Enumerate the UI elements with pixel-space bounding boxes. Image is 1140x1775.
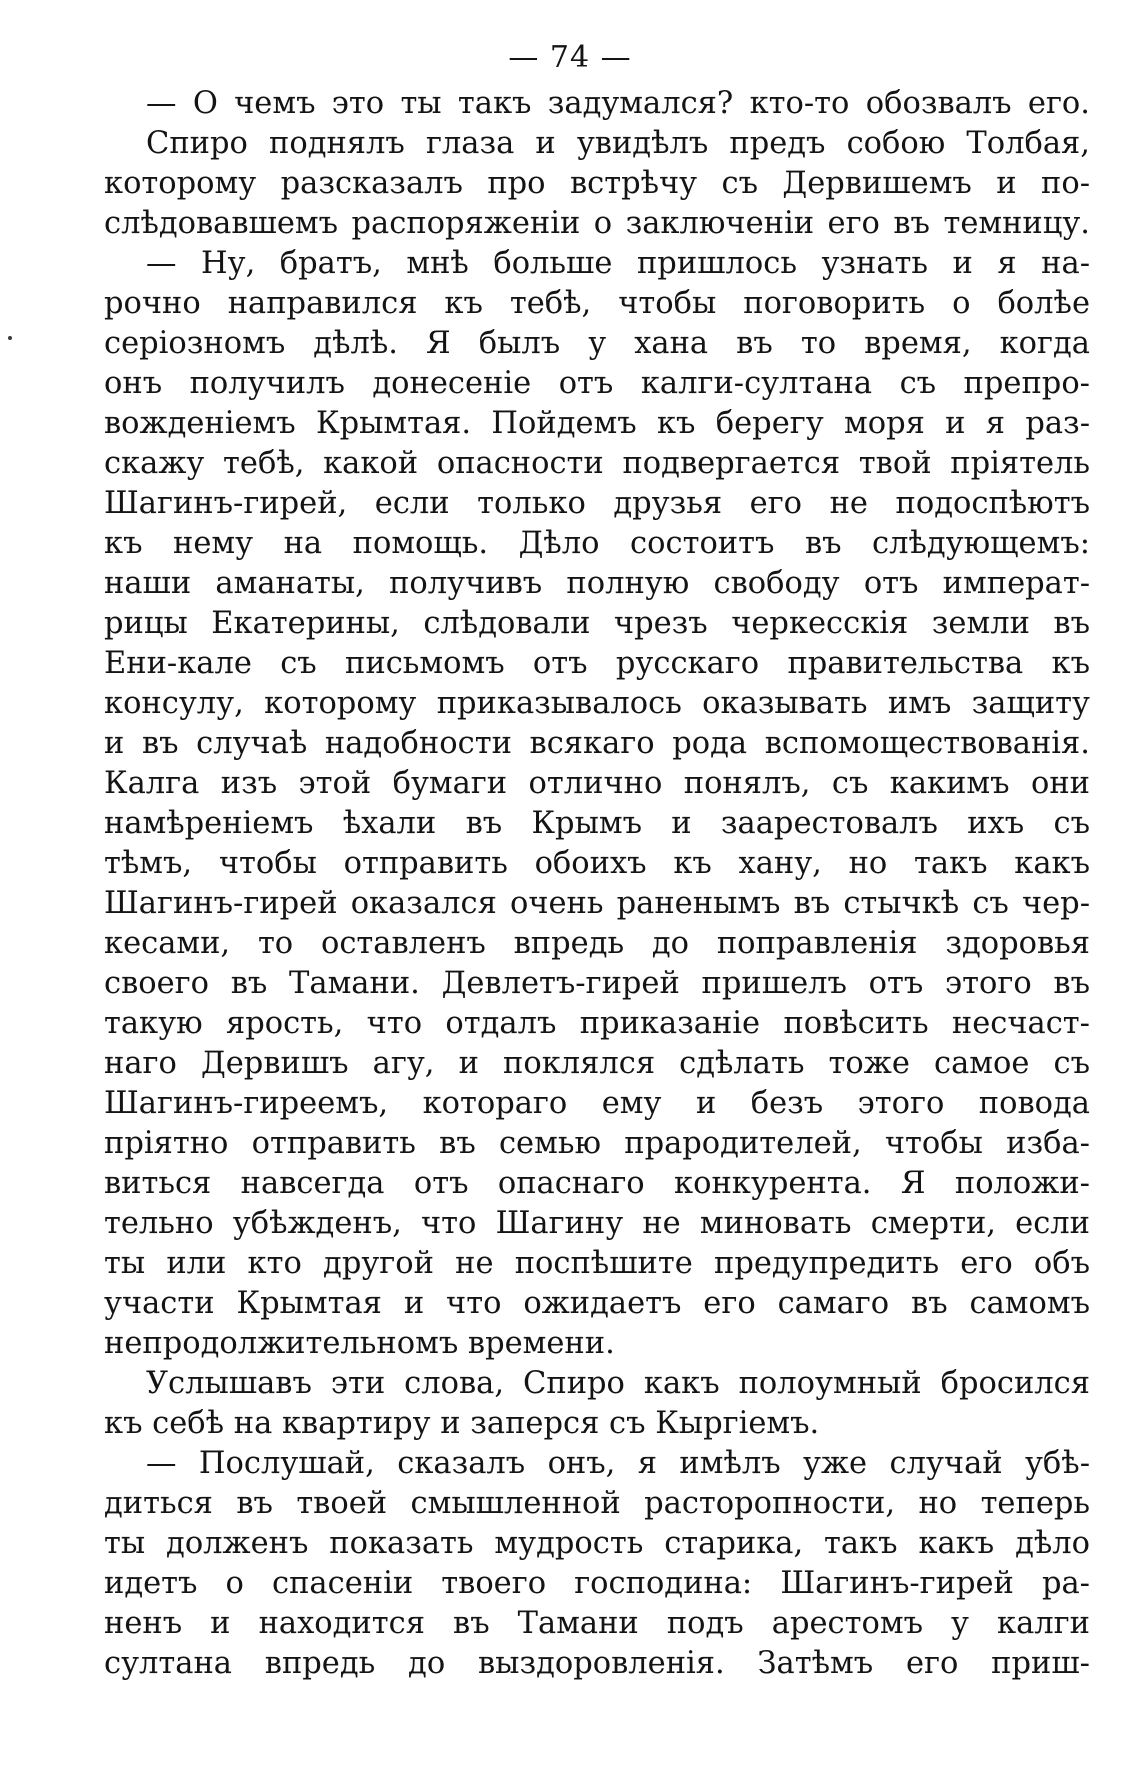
text-line: идетъ о спасеніи твоего господина: Шагинъ-гирей ра- bbox=[104, 1566, 1090, 1601]
text-line: султана впредь до выздоровленія. Затѣмъ его приш- bbox=[104, 1646, 1090, 1681]
page-body-text bbox=[104, 84, 1090, 1684]
text-line: непродолжительномъ времени. bbox=[104, 1326, 615, 1361]
text-line: — Ну, братъ, мнѣ больше пришлось узнать и я на- bbox=[146, 246, 1090, 281]
text-line: рочно направился къ тебѣ, чтобы поговорить о болѣе bbox=[104, 286, 1090, 321]
text-line: къ себѣ на квартиру и заперся съ Кыргіемъ. bbox=[104, 1406, 820, 1441]
text-line: Шагинъ-гиреемъ, котораго ему и безъ этого повода bbox=[104, 1086, 1090, 1121]
text-line: ненъ и находится въ Тамани подъ арестомъ у калги bbox=[104, 1606, 1090, 1641]
text-line: вожденіемъ Крымтая. Пойдемъ къ берегу моря и я раз- bbox=[104, 406, 1090, 441]
text-line: участи Крымтая и что ожидаетъ его самаго въ самомъ bbox=[104, 1286, 1090, 1321]
text-line: скажу тебѣ, какой опасности подвергается твой пріятель bbox=[104, 446, 1090, 481]
text-line: намѣреніемъ ѣхали въ Крымъ и заарестовалъ ихъ съ bbox=[104, 806, 1090, 841]
text-line: кесами, то оставленъ впредь до поправленія здоровья bbox=[104, 926, 1090, 961]
text-line: наши аманаты, получивъ полную свободу отъ императ- bbox=[104, 566, 1090, 601]
text-line: Спиро поднялъ глаза и увидѣлъ предъ собою Толбая, bbox=[146, 126, 1090, 161]
text-line: Услышавъ эти слова, Спиро какъ полоумный бросился bbox=[146, 1366, 1090, 1401]
text-line: пріятно отправить въ семью прародителей, чтобы изба- bbox=[104, 1126, 1090, 1161]
text-line: серіозномъ дѣлѣ. Я былъ у хана въ то время, когда bbox=[104, 326, 1090, 361]
text-line: онъ получилъ донесеніе отъ калги-султана съ препро- bbox=[104, 366, 1090, 401]
text-line: тѣмъ, чтобы отправить обоихъ къ хану, но такъ какъ bbox=[104, 846, 1090, 881]
text-line: рицы Екатерины, слѣдовали чрезъ черкесскія земли въ bbox=[104, 606, 1090, 641]
text-line: тельно убѣжденъ, что Шагину не миновать смерти, если bbox=[104, 1206, 1090, 1241]
text-line: Шагинъ-гирей, если только друзья его не подоспѣютъ bbox=[104, 486, 1090, 521]
text-line: такую ярость, что отдалъ приказаніе повѣсить несчаст- bbox=[104, 1006, 1090, 1041]
text-line: и въ случаѣ надобности всякаго рода вспомоществованія. bbox=[104, 726, 1090, 761]
text-line: диться въ твоей смышленной расторопности, но теперь bbox=[104, 1486, 1090, 1521]
text-line: своего въ Тамани. Девлетъ-гирей пришелъ отъ этого въ bbox=[104, 966, 1090, 1001]
text-line: наго Дервишъ агу, и поклялся сдѣлать тоже самое съ bbox=[104, 1046, 1090, 1081]
text-line: консулу, которому приказывалось оказывать имъ защиту bbox=[104, 686, 1090, 721]
text-line: виться навсегда отъ опаснаго конкурента. Я положи- bbox=[104, 1166, 1090, 1201]
text-line: Ени-кале съ письмомъ отъ русскаго правительства къ bbox=[104, 646, 1090, 681]
text-line: слѣдовавшемъ распоряженіи о заключеніи его въ темницу. bbox=[104, 206, 1090, 241]
text-line: Шагинъ-гирей оказался очень раненымъ въ стычкѣ съ чер- bbox=[104, 886, 1090, 921]
text-line: Калга изъ этой бумаги отлично понялъ, съ какимъ они bbox=[104, 766, 1090, 801]
text-line: къ нему на помощь. Дѣло состоитъ въ слѣдующемъ: bbox=[104, 526, 1090, 561]
margin-speck bbox=[8, 336, 12, 340]
text-line: которому разсказалъ про встрѣчу съ Дервишемъ и по- bbox=[104, 166, 1090, 201]
text-line: — О чемъ это ты такъ задумался? кто-то обозвалъ его. bbox=[146, 86, 1090, 121]
text-line: ты или кто другой не поспѣшите предупредить его объ bbox=[104, 1246, 1090, 1281]
page-number: — 74 — bbox=[508, 40, 632, 75]
text-line: — Послушай, сказалъ онъ, я имѣлъ уже случай убѣ- bbox=[146, 1446, 1090, 1481]
text-line: ты долженъ показать мудрость старика, такъ какъ дѣло bbox=[104, 1526, 1090, 1561]
